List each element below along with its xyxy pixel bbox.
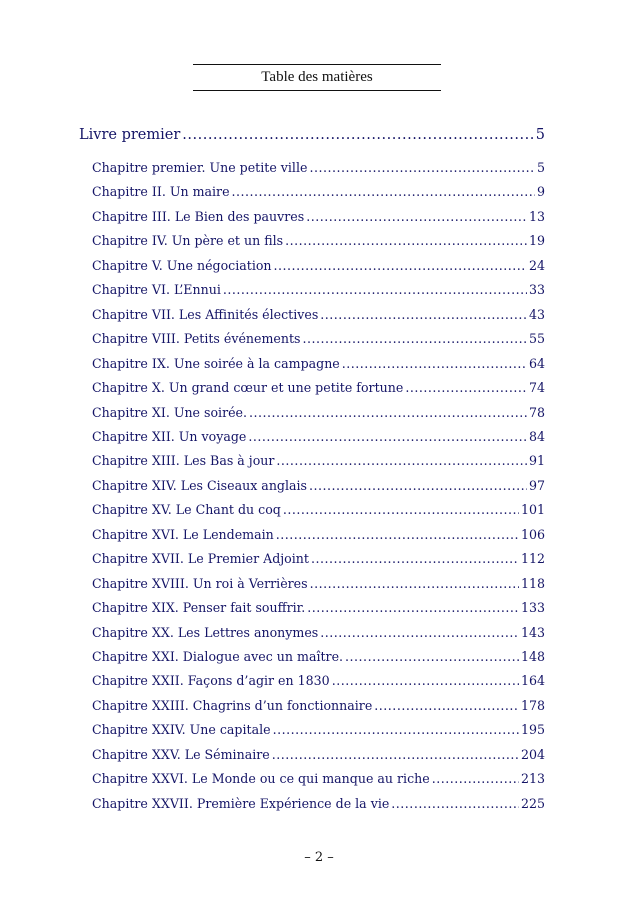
toc-entry-label: Chapitre VI. L’Ennui xyxy=(92,282,221,298)
toc-chapter-row[interactable] xyxy=(92,282,545,297)
toc-entry-label: Chapitre XVII. Le Premier Adjoint xyxy=(92,551,309,567)
toc-chapter-row[interactable] xyxy=(92,184,545,199)
page-number: – 2 – xyxy=(304,850,334,865)
toc-entry-label: Chapitre XVIII. Un roi à Verrières xyxy=(92,575,308,591)
dot-leader xyxy=(320,625,519,640)
toc-part-livre-premier[interactable] xyxy=(79,127,545,143)
toc-entry-label: Chapitre XII. Un voyage xyxy=(92,428,247,444)
toc-chapter-row[interactable] xyxy=(92,600,545,615)
dot-leader xyxy=(320,307,527,322)
toc-entry-label: Chapitre XXIII. Chagrins d’un fonctionnaire xyxy=(92,697,373,713)
toc-page-number: 164 xyxy=(520,673,545,689)
toc-entry-label: Chapitre III. Le Bien des pauvres xyxy=(92,208,305,224)
toc-chapter-row[interactable] xyxy=(92,502,545,517)
toc-chapter-row[interactable] xyxy=(92,478,545,493)
dot-leader xyxy=(310,576,519,591)
toc-chapter-row[interactable] xyxy=(92,673,545,688)
toc-page-number: 78 xyxy=(528,404,545,420)
toc-page-number: 5 xyxy=(536,160,545,175)
toc-chapter-row[interactable] xyxy=(92,331,545,346)
toc-page-number: 74 xyxy=(528,380,545,396)
toc-chapter-row[interactable] xyxy=(92,405,545,420)
dot-leader xyxy=(432,771,519,786)
toc-page-number: 112 xyxy=(520,551,545,567)
dot-leader xyxy=(391,796,519,811)
toc-page-number: 55 xyxy=(528,331,545,347)
toc-entry-label: Chapitre IV. Un père et un fils xyxy=(92,233,284,249)
dot-leader xyxy=(306,209,527,224)
toc-page-number: 195 xyxy=(520,722,545,738)
toc-entry-label: Chapitre XXIV. Une capitale xyxy=(92,722,271,738)
toc-page-number: 101 xyxy=(520,502,545,518)
toc-chapter-row[interactable] xyxy=(92,551,545,566)
dot-leader xyxy=(374,698,519,713)
toc-chapter-row[interactable] xyxy=(92,576,545,591)
toc-entry-label: Chapitre VII. Les Affinités électives xyxy=(92,306,319,322)
toc-chapter-row[interactable] xyxy=(92,233,545,248)
toc-page-number: 9 xyxy=(536,184,545,200)
toc-entry-label: Chapitre XXII. Façons d’agir en 1830 xyxy=(92,673,330,689)
toc-page-number: 13 xyxy=(528,208,545,224)
dot-leader xyxy=(273,722,519,737)
toc-page-number: 64 xyxy=(528,355,545,371)
dot-leader xyxy=(276,453,527,468)
dot-leader xyxy=(248,429,527,444)
dot-leader xyxy=(307,600,519,615)
toc-chapter-row[interactable] xyxy=(92,160,545,175)
toc-page-number: 204 xyxy=(520,746,545,762)
toc-page-number: 24 xyxy=(528,257,545,273)
toc-entry-label: Chapitre X. Un grand cœur et une petite fortune xyxy=(92,380,404,396)
toc-page-number: 5 xyxy=(535,127,545,143)
dot-leader xyxy=(283,502,519,517)
toc-entry-label: Chapitre XXV. Le Séminaire xyxy=(92,746,270,762)
toc-entry-label: Chapitre XIV. Les Ciseaux anglais xyxy=(92,477,308,493)
dot-leader xyxy=(311,551,519,566)
toc-entry-label: Chapitre XVI. Le Lendemain xyxy=(92,526,274,542)
dot-leader xyxy=(345,649,519,664)
toc-page-number: 118 xyxy=(520,575,545,591)
toc-chapter-row[interactable] xyxy=(92,747,545,762)
dot-leader xyxy=(309,478,527,493)
toc-entry-label: Chapitre XV. Le Chant du coq xyxy=(92,502,281,518)
toc-chapter-row[interactable] xyxy=(92,209,545,224)
dot-leader xyxy=(332,673,519,688)
toc-chapter-row[interactable] xyxy=(92,453,545,468)
toc-page-number: 97 xyxy=(528,477,545,493)
toc-chapter-row[interactable] xyxy=(92,380,545,395)
toc-entry-label: Chapitre XIX. Penser fait souffrir. xyxy=(92,600,306,616)
toc-entry-label: Chapitre XI. Une soirée. xyxy=(92,404,248,420)
toc-entry-label: Livre premier xyxy=(79,127,181,143)
toc-entry-label: Chapitre XXVII. Première Expérience de la vie xyxy=(92,795,390,811)
toc-page-number: 33 xyxy=(528,282,545,298)
dot-leader xyxy=(342,356,527,371)
toc-chapter-row[interactable] xyxy=(92,771,545,786)
toc-chapter-row[interactable] xyxy=(92,527,545,542)
toc-entry-label: Chapitre VIII. Petits événements xyxy=(92,331,301,347)
toc-chapter-row[interactable] xyxy=(92,649,545,664)
dot-leader xyxy=(182,127,533,143)
dot-leader xyxy=(309,160,535,175)
toc-chapter-row[interactable] xyxy=(92,722,545,737)
toc-page-number: 43 xyxy=(528,306,545,322)
dot-leader xyxy=(405,380,527,395)
toc-page-number: 106 xyxy=(520,526,545,542)
toc-entry-label: Chapitre V. Une négociation xyxy=(92,257,272,273)
toc-entry-label: Chapitre XXI. Dialogue avec un maître. xyxy=(92,649,344,664)
toc-chapter-row[interactable] xyxy=(92,258,545,273)
toc-page-number: 178 xyxy=(520,697,545,713)
toc-page-number: 133 xyxy=(520,600,545,616)
toc-page-number: 91 xyxy=(528,453,545,469)
toc-page-number: 143 xyxy=(520,624,545,640)
toc-page-number: 19 xyxy=(528,233,545,249)
dot-leader xyxy=(276,527,519,542)
dot-leader xyxy=(232,184,535,199)
dot-leader xyxy=(285,233,527,248)
toc-page-number: 213 xyxy=(520,771,545,787)
dot-leader xyxy=(249,405,527,420)
page-title: Table des matières xyxy=(193,64,441,91)
toc-chapter-row[interactable] xyxy=(92,698,545,713)
toc-page-number: 148 xyxy=(520,649,545,664)
toc-page-number: 84 xyxy=(528,428,545,444)
dot-leader xyxy=(303,331,527,346)
toc-chapter-row[interactable] xyxy=(92,625,545,640)
toc-entry-label: Chapitre XIII. Les Bas à jour xyxy=(92,453,275,469)
dot-leader xyxy=(272,747,519,762)
dot-leader xyxy=(223,282,527,297)
toc-chapter-row[interactable] xyxy=(92,796,545,811)
toc-entry-label: Chapitre XXVI. Le Monde ou ce qui manque au riche xyxy=(92,771,430,787)
dot-leader xyxy=(274,258,527,273)
toc-entry-label: Chapitre XX. Les Lettres anonymes xyxy=(92,624,319,640)
toc-page-number: 225 xyxy=(520,795,545,811)
toc-entry-label: Chapitre IX. Une soirée à la campagne xyxy=(92,355,340,371)
toc-chapter-row[interactable] xyxy=(92,307,545,322)
toc-chapter-row[interactable] xyxy=(92,356,545,371)
toc-chapter-row[interactable] xyxy=(92,429,545,444)
toc-entry-label: Chapitre premier. Une petite ville xyxy=(92,160,308,175)
toc-entry-label: Chapitre II. Un maire xyxy=(92,184,230,200)
